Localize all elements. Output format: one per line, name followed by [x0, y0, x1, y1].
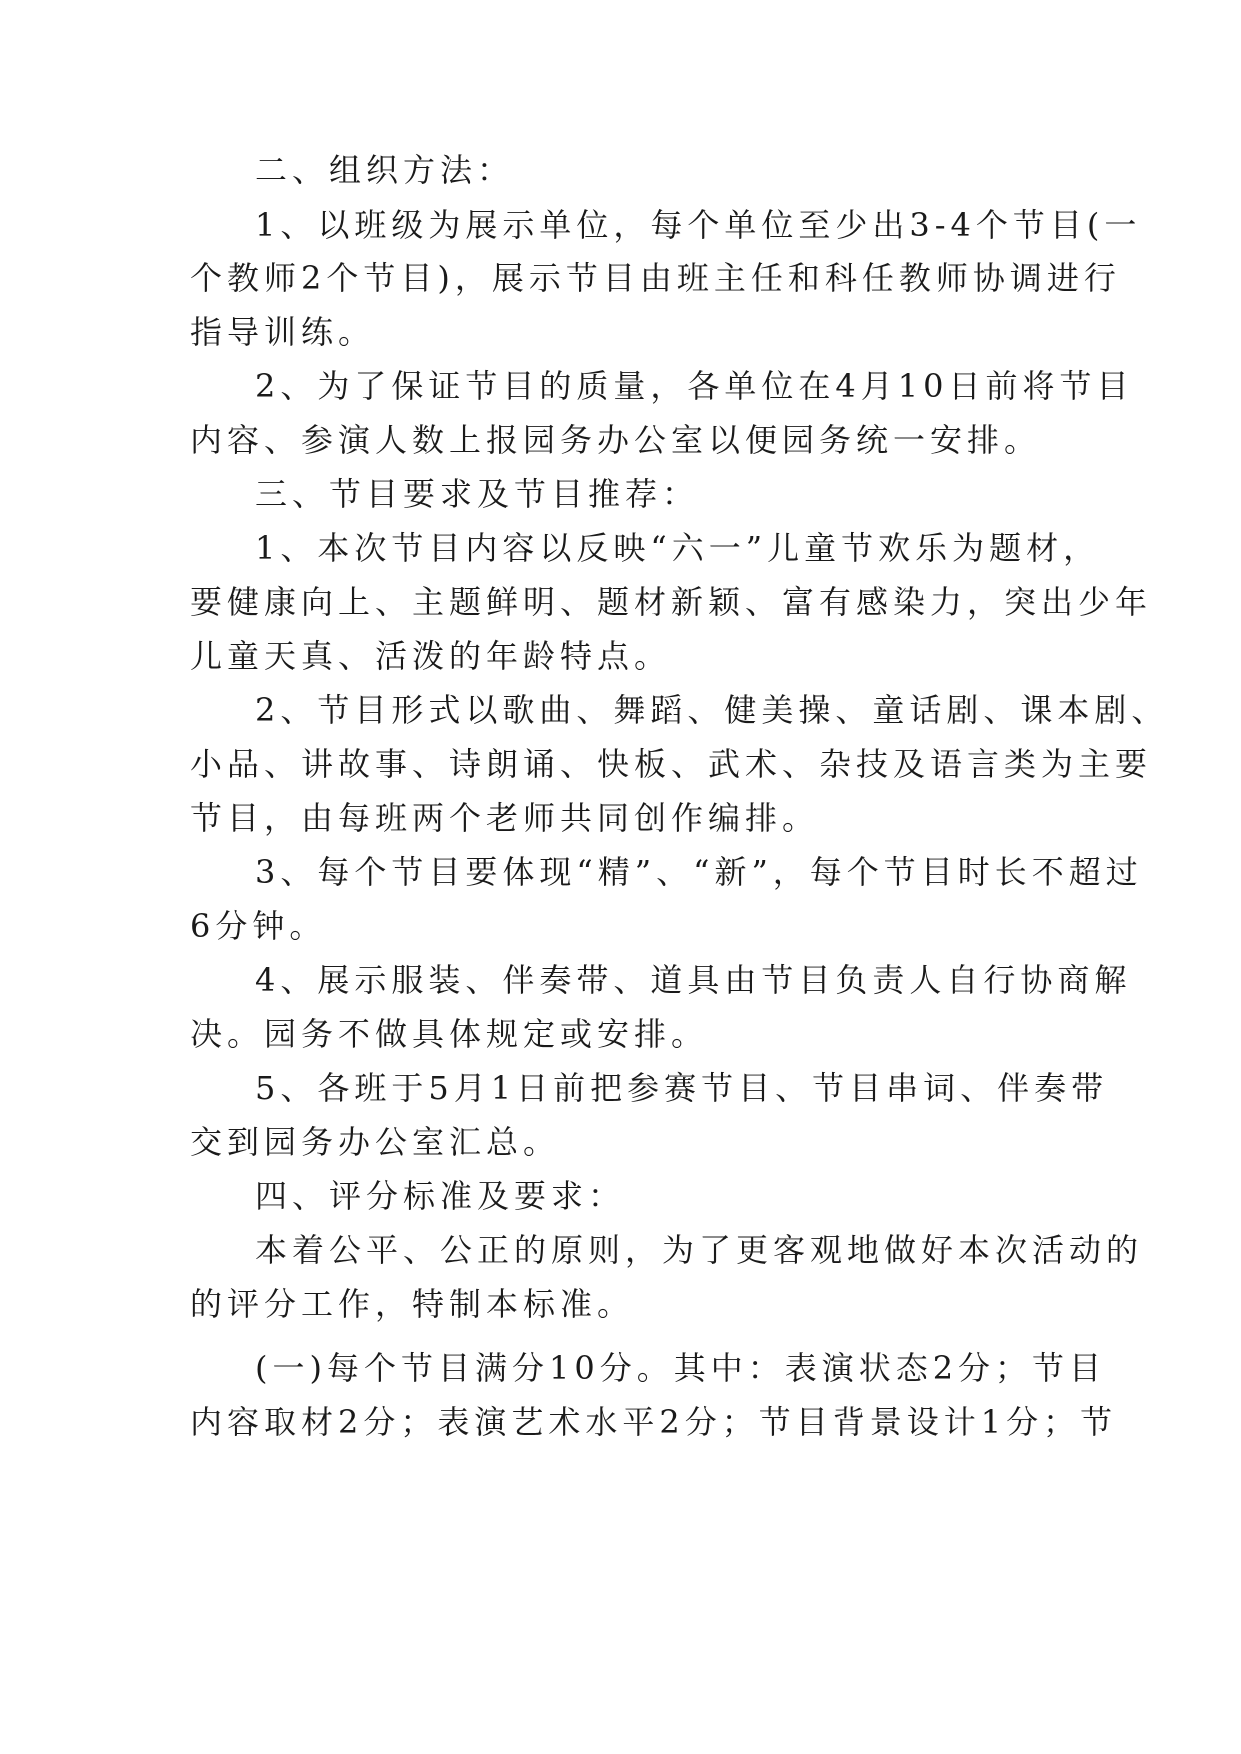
paragraph-line: 决。园务不做具体规定或安排。: [190, 1015, 709, 1053]
section-heading-4: 四、评分标准及要求：: [255, 1177, 626, 1215]
paragraph-line: 1、以班级为展示单位，每个单位至少出3-4个节目(一: [255, 206, 1142, 244]
paragraph-line: 交到园务办公室汇总。: [190, 1123, 561, 1161]
paragraph-line: 2、为了保证节目的质量，各单位在4月10日前将节目: [255, 367, 1134, 405]
paragraph-line: 5、各班于5月1日前把参赛节目、节目串词、伴奏带: [255, 1069, 1109, 1107]
section-heading-2: 二、组织方法：: [255, 151, 515, 189]
section-heading-3: 三、节目要求及节目推荐：: [255, 475, 700, 513]
paragraph-line: 的评分工作，特制本标准。: [190, 1285, 635, 1323]
paragraph-line: 1、本次节目内容以反映“六一”儿童节欢乐为题材，: [255, 529, 1101, 567]
paragraph-line: 4、展示服装、伴奏带、道具由节目负责人自行协商解: [255, 961, 1132, 999]
paragraph-line: 内容、参演人数上报园务办公室以便园务统一安排。: [190, 421, 1042, 459]
paragraph-line: 3、每个节目要体现“精”、“新”，每个节目时长不超过: [255, 853, 1143, 891]
paragraph-line: 6分钟。: [190, 907, 327, 945]
paragraph-line: 要健康向上、主题鲜明、题材新颖、富有感染力，突出少年: [190, 583, 1153, 621]
paragraph-line: 小品、讲故事、诗朗诵、快板、武术、杂技及语言类为主要: [190, 745, 1153, 783]
paragraph-line: (一)每个节目满分10分。其中：表演状态2分；节目: [255, 1349, 1107, 1387]
paragraph-line: 本着公平、公正的原则，为了更客观地做好本次活动的: [255, 1231, 1144, 1269]
paragraph-line: 2、节目形式以歌曲、舞蹈、健美操、童话剧、课本剧、: [255, 691, 1169, 729]
paragraph-line: 个教师2个节目)，展示节目由班主任和科任教师协调进行: [190, 259, 1121, 297]
paragraph-line: 指导训练。: [190, 313, 376, 351]
paragraph-line: 儿童天真、活泼的年龄特点。: [190, 637, 672, 675]
paragraph-line: 内容取材2分；表演艺术水平2分；节目背景设计1分；节: [190, 1403, 1118, 1441]
paragraph-line: 节目，由每班两个老师共同创作编排。: [190, 799, 820, 837]
